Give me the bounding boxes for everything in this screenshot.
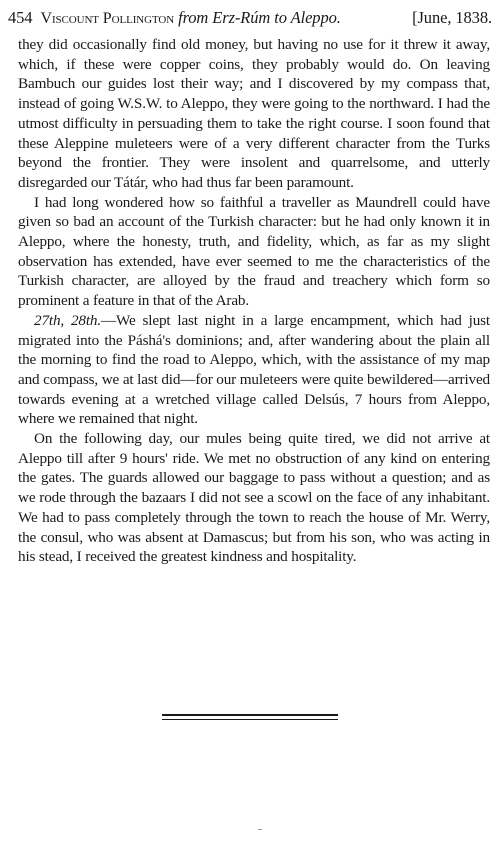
print-mark <box>258 829 262 830</box>
body-text <box>18 35 490 567</box>
page-number: 454 <box>8 8 33 27</box>
route-title: from Erz-Rúm to Aleppo. <box>178 8 341 27</box>
running-title <box>40 8 340 27</box>
running-header <box>8 8 492 30</box>
paragraph <box>18 311 490 429</box>
author-name: Viscount Pollington <box>40 10 175 27</box>
paragraph-text: they did occasionally find old money, but having no use for it threw it away, which, if these were copper coins, they probably would do. On leaving Bambuch our guides lost their way; and I discovered by my compass that, instead of going W.S.W. to Aleppo, they were going to the northward. I had the utmost difficulty in persuading them to take the right course. I soon found that these Aleppine muleteers were of a very different character from the Turks beyond the frontier. They were insolent and quarrelsome, and utterly disregarded our Tátár, who had thus far been paramount. <box>18 36 490 191</box>
section-rule-thick <box>162 714 338 716</box>
paragraph <box>18 429 490 567</box>
header-date: [June, 1838. <box>412 8 492 27</box>
date-lead: 27th, 28th. <box>34 311 102 329</box>
paragraph-text: —We slept last night in a large encampment, which had just migrated into the Páshá's dominions; and, after wandering about the plain all the morning to find the road to Aleppo, which, with the assistance of my map and compass, we at last did—for our muleteers were quite bewildered—arrived towards evening at a wretched village called Delsús, 7 hours from Aleppo, where we remained that night. <box>18 311 490 428</box>
paragraph-text: I had long wondered how so faithful a traveller as Maundrell could have given so bad an account of the Turkish character: but he had only known it in Aleppo, where the honesty, truth, and fidelity, which, as far as my slight observation has extended, have ever seemed to me the characteristics of the Turkish character, are alloyed by the fraud and treachery which form so prominent a feature in that of the Arab. <box>18 193 490 310</box>
paragraph <box>18 35 490 193</box>
section-rule-thin <box>162 719 338 720</box>
paragraph-text: On the following day, our mules being quite tired, we did not arrive at Aleppo till after 9 hours' ride. We met no obstruction of any kind on entering the gates. The guards allowed our baggage to pass without a question; and as we rode through the bazaars I did not see a scowl on the face of any inhabitant. We had to pass completely through the town to reach the house of Mr. Werry, the consul, who was absent at Damascus; but from his son, who was acting in his stead, I received the greatest kindness and hospitality. <box>18 430 490 566</box>
paragraph <box>18 193 490 311</box>
